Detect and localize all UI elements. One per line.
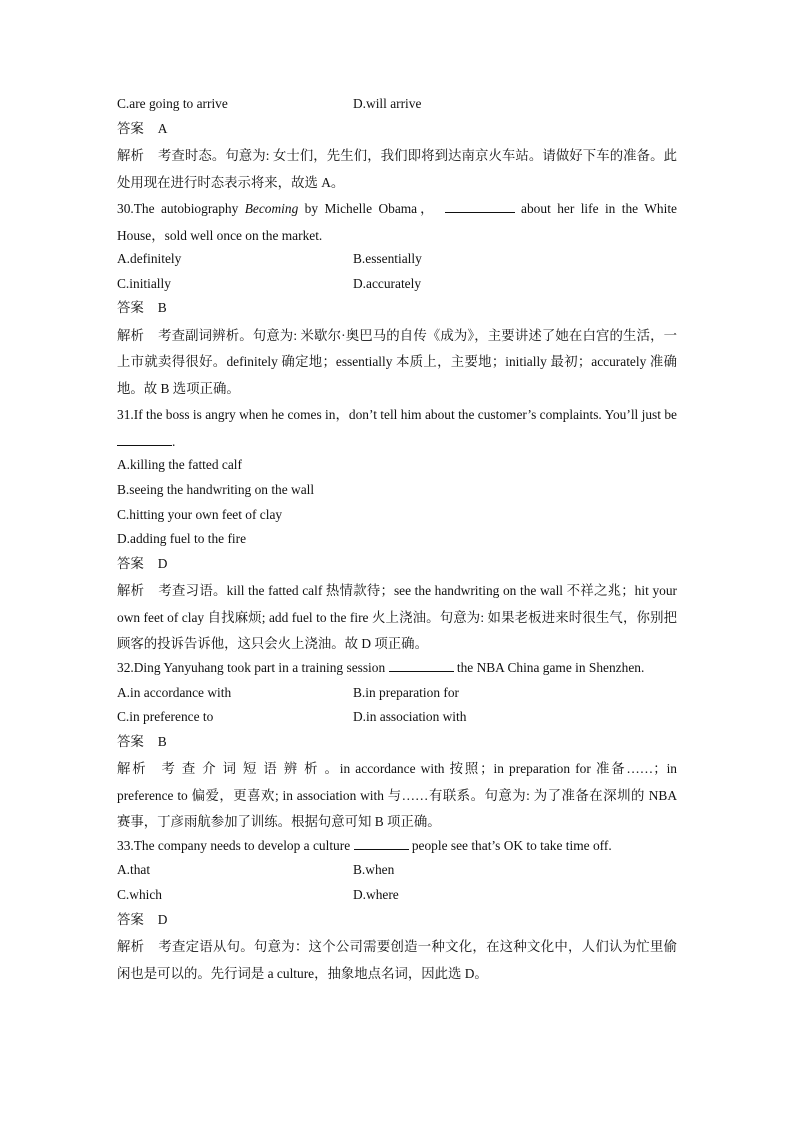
book-title: Becoming [244, 201, 299, 217]
explanation [117, 934, 677, 987]
document-page [117, 94, 677, 987]
answer-line [117, 119, 677, 139]
question-text: 30.The autobiography [117, 201, 245, 217]
explain-text: 考查时态。句意为: 女士们，先生们，我们即将到达南京火车站。请做好下车的准备。此处用现在进行时态表示将来，故选 A。 [117, 148, 677, 190]
option-d: D.will arrive [353, 96, 422, 111]
option-a: A.killing the fatted calf [117, 457, 242, 473]
question-32 [117, 658, 677, 678]
option-c: C.are going to arrive [117, 96, 228, 111]
explain-label: 解析 [117, 148, 144, 164]
answer-blank [354, 837, 409, 850]
option-a: A.in accordance with [117, 684, 232, 700]
options-row [117, 885, 677, 905]
explain-label: 解析 [117, 761, 148, 777]
answer-value: B [157, 733, 167, 749]
answer-label: 答案 [117, 555, 144, 571]
answer-line [117, 732, 677, 752]
question-text: 32.Ding Yanyuhang took part in a training session [117, 659, 389, 675]
options-row [117, 94, 677, 114]
question-text: 33.The company needs to develop a culture [117, 837, 354, 853]
question-31 [117, 402, 677, 455]
explanation [117, 756, 677, 836]
explain-label: 解析 [117, 327, 145, 343]
answer-label: 答案 [117, 120, 144, 136]
answer-label: 答案 [117, 911, 144, 927]
question-text: . [172, 433, 176, 449]
answer-label: 答案 [117, 300, 144, 316]
option-c: C.which [117, 887, 163, 902]
explain-text: 考查定语从句。句意为：这个公司需要创造一种文化，在这种文化中，人们认为忙里偷闲也是可以的。先行词是 a culture，抽象地点名词，因此选 D。 [117, 939, 678, 981]
question-30 [117, 196, 677, 249]
answer-value: B [157, 300, 167, 316]
answer-value: A [157, 120, 168, 136]
options-row [117, 274, 677, 294]
answer-blank [117, 433, 172, 446]
question-33 [117, 836, 677, 856]
options-row [117, 249, 677, 269]
option-b: B.when [353, 862, 395, 878]
explanation [117, 578, 677, 658]
option-d: D.in association with [353, 709, 467, 725]
question-text: people see that’s OK to take time off. [408, 837, 612, 853]
answer-value: D [157, 911, 168, 927]
explain-text: 考 查 介 词 短 语 辨 析 。in accordance with 按照；in preparation for 准备……；in preference to 偏爱，更喜欢; in association with 与……有联系。句意为: 为了准备在深圳的 NBA 赛事，丁彦雨航参加了训练。根据句意可知 B 项正确。 [117, 761, 678, 830]
explain-text: 考查习语。kill the fatted calf 热情款待；see the handwriting on the wall 不祥之兆；hit your own feet of clay 自找麻烦; add fuel to the fire 火上浇油。句意为: 如果老板进来时很生气，你别把顾客的投诉告诉他，这只会火上浇油。故 D 项正确。 [117, 583, 677, 652]
option-c: C.in preference to [117, 709, 214, 725]
option-d: D.adding fuel to the fire [117, 531, 247, 547]
option-b: B.in preparation for [353, 684, 459, 700]
option-a: A.that [117, 862, 151, 878]
question-text: by Michelle Obama， [298, 201, 437, 217]
explanation [117, 143, 677, 196]
options-row [117, 707, 677, 727]
answer-line [117, 554, 677, 574]
option-a: A.definitely [117, 251, 182, 267]
question-text: 31.If the boss is angry when he comes in，don’t tell him about the customer’s complaints. You’ll just be [117, 407, 677, 423]
answer-blank [445, 200, 515, 213]
answer-blank [389, 659, 454, 672]
options-row [117, 860, 677, 880]
question-text: the NBA China game in Shenzhen. [453, 659, 645, 675]
option-b: B.seeing the handwriting on the wall [117, 482, 315, 498]
option-b: B.essentially [353, 251, 422, 267]
answer-value: D [157, 555, 168, 571]
question-text: about her life in the White House，sold well once on the market. [117, 201, 677, 243]
option-c: C.initially [117, 275, 171, 291]
answer-line [117, 298, 677, 318]
explain-label: 解析 [117, 939, 145, 955]
option-c: C.hitting your own feet of clay [117, 506, 283, 522]
options-row [117, 683, 677, 703]
option-d: D.accurately [353, 275, 422, 291]
option-d: D.where [353, 887, 399, 902]
answer-line [117, 910, 677, 930]
explanation [117, 323, 677, 403]
explain-label: 解析 [117, 583, 145, 599]
explain-text: 考查副词辨析。句意为: 米歇尔·奥巴马的自传《成为》，主要讲述了她在白宫的生活，一上市就卖得很好。definitely 确定地；essentially 本质上，主要地；initially 最初；accurately 准确地。故 B 选项正确。 [117, 327, 678, 396]
answer-label: 答案 [117, 733, 144, 749]
